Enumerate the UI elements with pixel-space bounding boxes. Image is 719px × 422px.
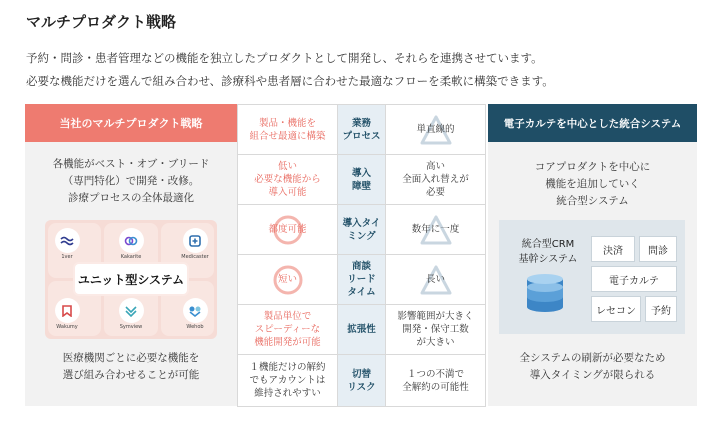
comparison-row: [238, 105, 486, 155]
cell-line: 拡張性: [347, 324, 376, 335]
wave-icon: [55, 228, 80, 253]
product-medicaster: [175, 228, 215, 260]
multi-product-header: 当社のマルチプロダクト戦略: [25, 104, 237, 142]
cell-line: 低い: [277, 161, 297, 172]
crm-label-line: 統合型CRM: [521, 239, 575, 250]
cell-line: 導入: [351, 167, 371, 179]
cell-line: １機能だけの解約: [249, 362, 326, 373]
desc-line: 統合型システム: [556, 195, 629, 207]
cell-line: スピーディーな: [254, 324, 321, 335]
comparison-criterion: [338, 305, 386, 355]
multi-product-cell: [238, 355, 338, 407]
unit-system-puzzle: [45, 220, 217, 339]
integrated-system-note: [488, 350, 697, 384]
comparison-row: [238, 255, 486, 305]
desc-line: 各機能がベスト・オブ・ブリード: [52, 158, 210, 170]
module-rececon: レセコン: [591, 296, 641, 322]
module-emr: 電子カルテ: [591, 266, 677, 292]
multi-product-cell: [238, 105, 338, 155]
cell-line: 必要な機能から: [254, 174, 321, 185]
multi-product-panel: [25, 104, 237, 406]
cell-line: 単直線的: [416, 124, 455, 135]
cell-line: 組合せ最適に構築: [249, 130, 326, 142]
medical-icon: [183, 228, 208, 253]
cell-line: 業務: [351, 117, 371, 129]
cell-line: 影響範囲が大きく: [397, 311, 474, 322]
product-kakarite: [111, 228, 151, 260]
cell-line: プロセス: [342, 130, 381, 142]
product-symview: [111, 298, 151, 330]
comparison-row: [238, 205, 486, 255]
crm-label: [513, 237, 583, 267]
cell-line: 開発・保守工数: [402, 324, 469, 335]
cell-line: 導入可能: [268, 187, 307, 198]
desc-line: （専門特化）で開発・改修。: [62, 175, 200, 187]
cell-line: タイム: [347, 287, 376, 298]
cell-line: 商談: [351, 261, 371, 272]
cell-line: でもアカウントは: [249, 375, 326, 386]
hearts-icon: [183, 298, 208, 323]
product-name: 1ver: [61, 254, 73, 260]
chevron-icon: [119, 298, 144, 323]
comparison-table: [237, 104, 486, 407]
module-questionnaire: 問診: [639, 236, 677, 262]
desc-line: 診療プロセスの全体最適化: [68, 192, 194, 204]
cell-line: リード: [347, 274, 376, 285]
comparison-criterion: [338, 355, 386, 407]
desc-line: コアプロダクトを中心に: [534, 161, 651, 173]
crm-diagram: [499, 220, 685, 334]
comparison-criterion: [338, 205, 386, 255]
module-payment: 決済: [591, 236, 635, 262]
database-icon: [526, 273, 564, 313]
integrated-system-header: 電子カルテを中心とした統合システム: [488, 104, 697, 142]
product-wehob: [175, 298, 215, 330]
product-name: Kakarite: [120, 254, 142, 260]
integrated-cell: [386, 305, 486, 355]
product-name: Wakumy: [56, 324, 78, 330]
page-title: マルチプロダクト戦略: [26, 13, 177, 31]
multi-product-description: [25, 156, 237, 207]
cell-line: 全解約の可能性: [402, 381, 469, 393]
cell-line: 切替: [351, 368, 371, 380]
integrated-cell: [386, 205, 486, 255]
multi-product-cell: [238, 155, 338, 205]
comparison-criterion: [338, 105, 386, 155]
cell-line: リスク: [347, 381, 376, 393]
cell-line: が大きい: [416, 337, 455, 348]
cell-line: 障壁: [351, 180, 371, 192]
multi-product-cell: [238, 255, 338, 305]
desc-line: 全システムの刷新が必要なため: [519, 352, 666, 364]
cell-line: 製品・機能を: [258, 117, 316, 129]
crm-label-line: 基幹システム: [518, 254, 578, 265]
cell-line: 高い: [425, 161, 445, 172]
cell-line: 長い: [425, 274, 445, 285]
module-reservation: 予約: [645, 296, 677, 322]
cell-line: 全面入れ替えが: [402, 174, 469, 185]
unit-system-label: ユニット型システム: [75, 264, 187, 294]
intro-line-2: 必要な機能だけを選んで組み合わせ、診療科や患者層に合わせた最適なフローを柔軟に構築できます。: [26, 74, 554, 88]
product-name: Medicaster: [181, 254, 209, 260]
cell-line: 機能開発が可能: [254, 337, 321, 348]
comparison-row: [238, 355, 486, 407]
comparison-row: [238, 305, 486, 355]
cell-line: 必要: [425, 187, 445, 198]
multi-product-cell: [238, 305, 338, 355]
cell-line: 数年に一度: [411, 224, 460, 235]
cell-line: 都度可能: [268, 224, 307, 235]
comparison-criterion: [338, 255, 386, 305]
integrated-cell: [386, 255, 486, 305]
cell-line: 導入タイ: [342, 217, 381, 229]
intro-line-1: 予約・問診・患者管理などの機能を独立したプロダクトとして開発し、それらを連携させています。: [26, 51, 543, 65]
integrated-cell: [386, 355, 486, 407]
integrated-system-panel: [488, 104, 697, 406]
desc-line: 導入タイミングが限られる: [529, 369, 656, 381]
desc-line: 選び組み合わせることが可能: [62, 369, 200, 381]
integrated-cell: [386, 105, 486, 155]
comparison-criterion: [338, 155, 386, 205]
cell-line: ミング: [347, 230, 376, 242]
comparison-row: [238, 155, 486, 205]
cell-line: 製品単位で: [263, 311, 312, 322]
integrated-system-description: [488, 159, 697, 210]
desc-line: 医療機関ごとに必要な機能を: [62, 352, 200, 364]
product-name: Wehob: [186, 324, 204, 330]
cell-line: 維持されやすい: [254, 388, 321, 399]
desc-line: 機能を追加していく: [545, 178, 640, 190]
link-icon: [119, 228, 144, 253]
multi-product-cell: [238, 205, 338, 255]
product-name: Symview: [119, 324, 143, 330]
product-wakumy: [47, 298, 87, 330]
product-1ver: [47, 228, 87, 260]
multi-product-note: [25, 350, 237, 384]
integrated-cell: [386, 155, 486, 205]
tag-icon: [55, 298, 80, 323]
cell-line: １つの不満で: [406, 368, 464, 380]
cell-line: 短い: [277, 274, 297, 285]
